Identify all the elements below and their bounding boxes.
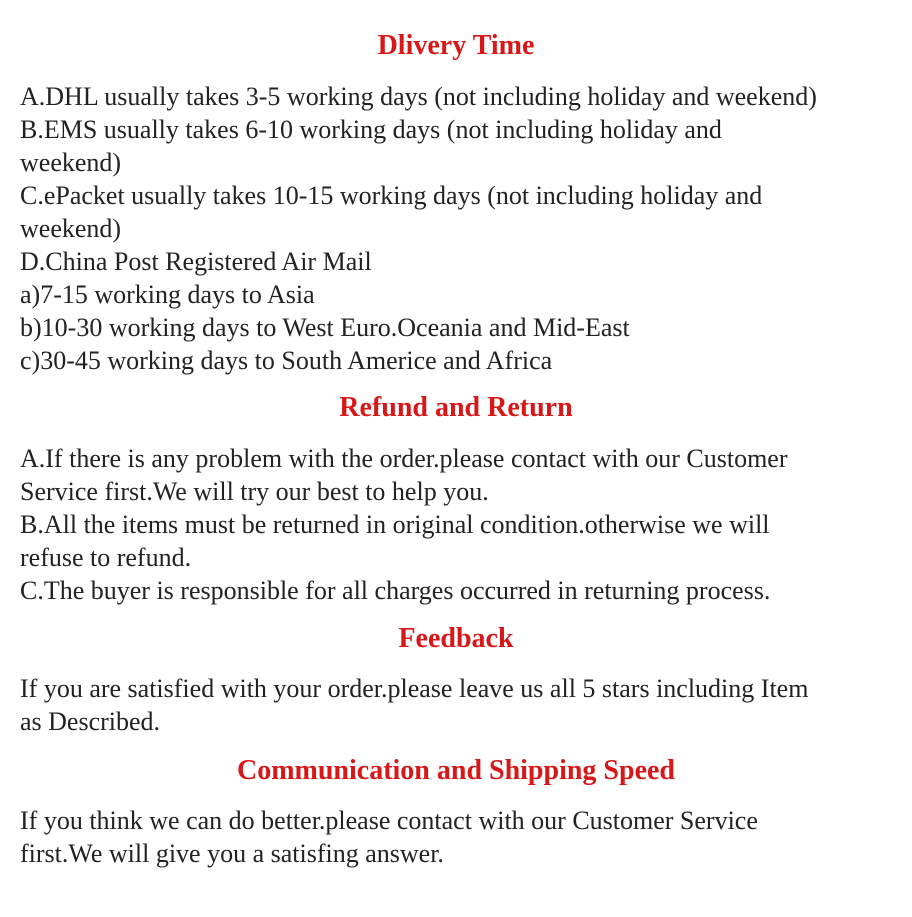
refund-line: Service first.We will try our best to help you. (20, 477, 489, 506)
delivery-line: D.China Post Registered Air Mail (20, 247, 372, 276)
feedback-line: as Described. (20, 707, 161, 736)
refund-line: refuse to refund. (20, 543, 192, 572)
delivery-line: weekend) (20, 214, 122, 243)
delivery-line: B.EMS usually takes 6-10 working days (not including holiday and (20, 115, 722, 144)
delivery-line: c)30-45 working days to South Americe and Africa (20, 346, 553, 375)
delivery-line: A.DHL usually takes 3-5 working days (not including holiday and weekend) (20, 82, 817, 111)
delivery-line: C.ePacket usually takes 10-15 working days (not including holiday and (20, 181, 763, 210)
delivery-line: weekend) (20, 148, 122, 177)
communication-shipping-heading: Communication and Shipping Speed (236, 755, 676, 786)
communication-line: first.We will give you a satisfing answer. (20, 839, 444, 868)
refund-line: A.If there is any problem with the order.please contact with our Customer (20, 444, 788, 473)
refund-line: C.The buyer is responsible for all charges occurred in returning process. (20, 576, 771, 605)
refund-line: B.All the items must be returned in original condition.otherwise we will (20, 510, 770, 539)
delivery-line: b)10-30 working days to West Euro.Oceania and Mid-East (20, 313, 630, 342)
communication-shipping-body (20, 804, 900, 870)
feedback-heading: Feedback (398, 623, 514, 654)
delivery-line: a)7-15 working days to Asia (20, 280, 315, 309)
communication-line: If you think we can do better.please contact with our Customer Service (20, 806, 758, 835)
delivery-time-heading: Dlivery Time (377, 30, 535, 61)
refund-return-body (20, 442, 900, 607)
feedback-line: If you are satisfied with your order.please leave us all 5 stars including Item (20, 674, 809, 703)
delivery-time-body (20, 80, 900, 377)
feedback-body (20, 672, 900, 738)
refund-return-heading: Refund and Return (339, 392, 573, 423)
